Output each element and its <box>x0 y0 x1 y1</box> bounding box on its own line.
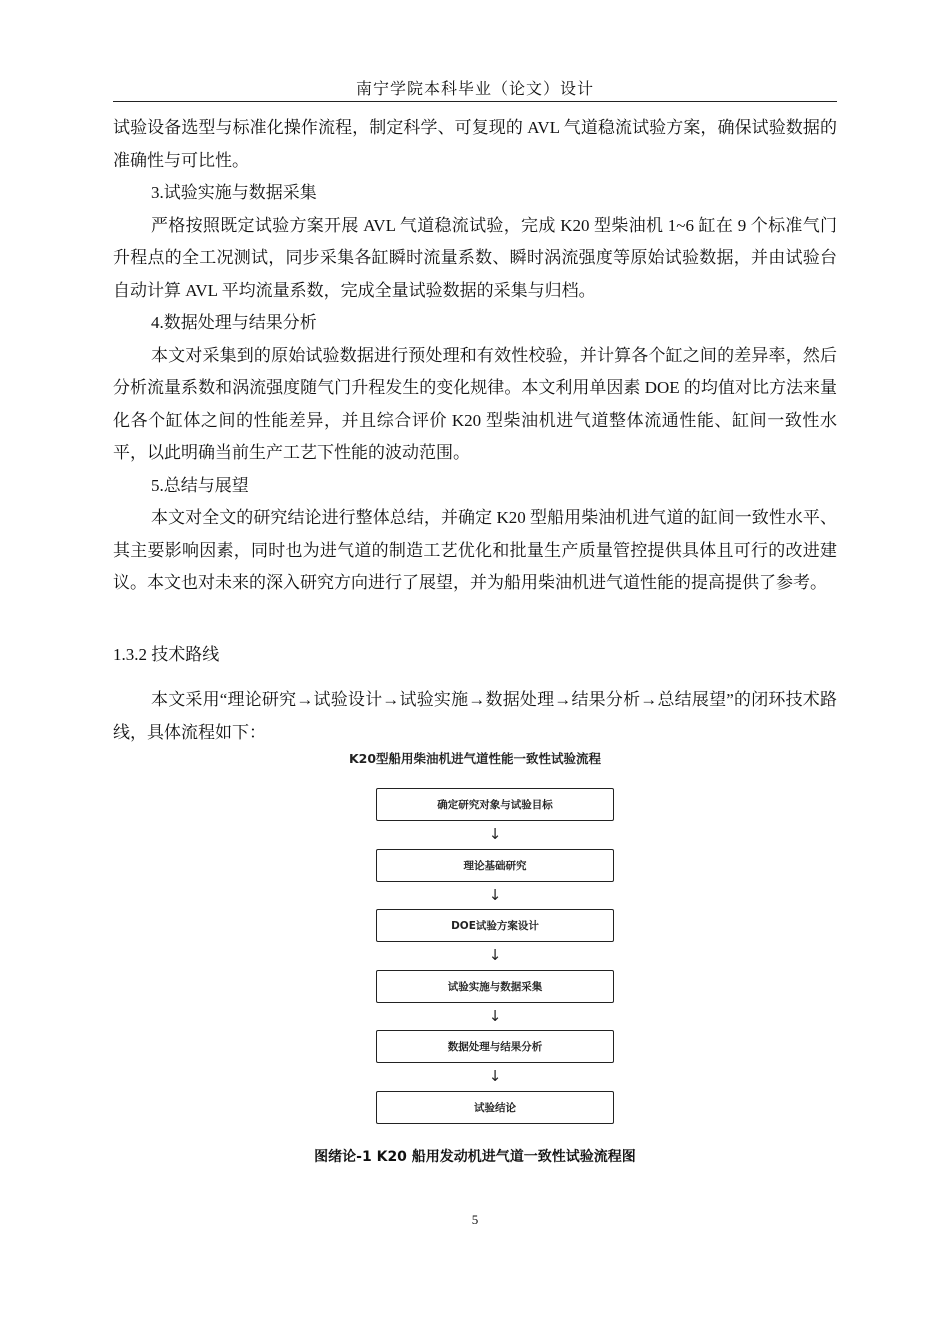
figure-caption: 图绪论-1 K20 船用发动机进气道一致性试验流程图 <box>314 1149 636 1165</box>
page-number: 5 <box>471 1212 479 1227</box>
paragraph-item-3: 严格按照既定试验方案开展 AVL 气道稳流试验，完成 K20 型柴油机 1~6 缸在 9 个标准气门升程点的全工况测试，同步采集各缸瞬时流量系数、瞬时涡流强度等原始试验数据，并由试验台自动计算 AVL 平均流量系数，完成全量试验数据的采集与归档。 <box>113 215 837 300</box>
flow-step-2: 理论基础研究 <box>376 849 614 882</box>
subsection-heading: 1.3.2 技术路线 <box>113 645 220 664</box>
heading-item-5: 5.总结与展望 <box>151 475 249 495</box>
route-paragraph: 本文采用“理论研究→试验设计→试验实施→数据处理→结果分析→总结展望”的闭环技术路线，具体流程如下： <box>113 690 837 742</box>
flow-step-4: 试验实施与数据采集 <box>376 970 614 1003</box>
flow-step-3: DOE试验方案设计 <box>376 909 614 942</box>
header-divider <box>113 101 837 102</box>
flow-step-1: 确定研究对象与试验目标 <box>376 788 614 821</box>
flow-step-6: 试验结论 <box>376 1091 614 1124</box>
body-text <box>113 112 837 600</box>
heading-item-3: 3.试验实施与数据采集 <box>151 183 317 202</box>
paragraph-item-4: 本文对采集到的原始试验数据进行预处理和有效性校验，并计算各个缸之间的差异率，然后分析流量系数和涡流强度随气门升程发生的变化规律。本文利用单因素 DOE 的均值对比方法来量化各个缸体之间的性能差异，并且综合评价 K20 型柴油机进气道整体流通性能、缸间一致性水平，以此明确当前生产工艺下性能的波动范围。 <box>113 345 837 462</box>
flow-step-5: 数据处理与结果分析 <box>376 1030 614 1063</box>
heading-item-4: 4.数据处理与结果分析 <box>151 313 317 332</box>
page-header-title: 南宁学院本科毕业（论文）设计 <box>355 81 594 98</box>
figure-title: K20型船用柴油机进气道性能一致性试验流程 <box>348 751 602 766</box>
down-arrow-icon: ↓ <box>488 825 502 843</box>
down-arrow-icon: ↓ <box>488 886 502 904</box>
down-arrow-icon: ↓ <box>488 1007 502 1025</box>
route-paragraph-block <box>113 684 837 749</box>
down-arrow-icon: ↓ <box>488 1067 502 1085</box>
paragraph-continuation: 试验设备选型与标准化操作流程，制定科学、可复现的 AVL 气道稳流试验方案，确保试验数据的准确性与可比性。 <box>113 118 837 170</box>
paragraph-item-5: 本文对全文的研究结论进行整体总结，并确定 K20 型船用柴油机进气道的缸间一致性水平、其主要影响因素，同时也为进气道的制造工艺优化和批量生产质量管控提供具体且可行的改进建议。本文也对未来的深入研究方向进行了展望，并为船用柴油机进气道性能的提高提供了参考。 <box>113 508 837 592</box>
down-arrow-icon: ↓ <box>488 946 502 964</box>
